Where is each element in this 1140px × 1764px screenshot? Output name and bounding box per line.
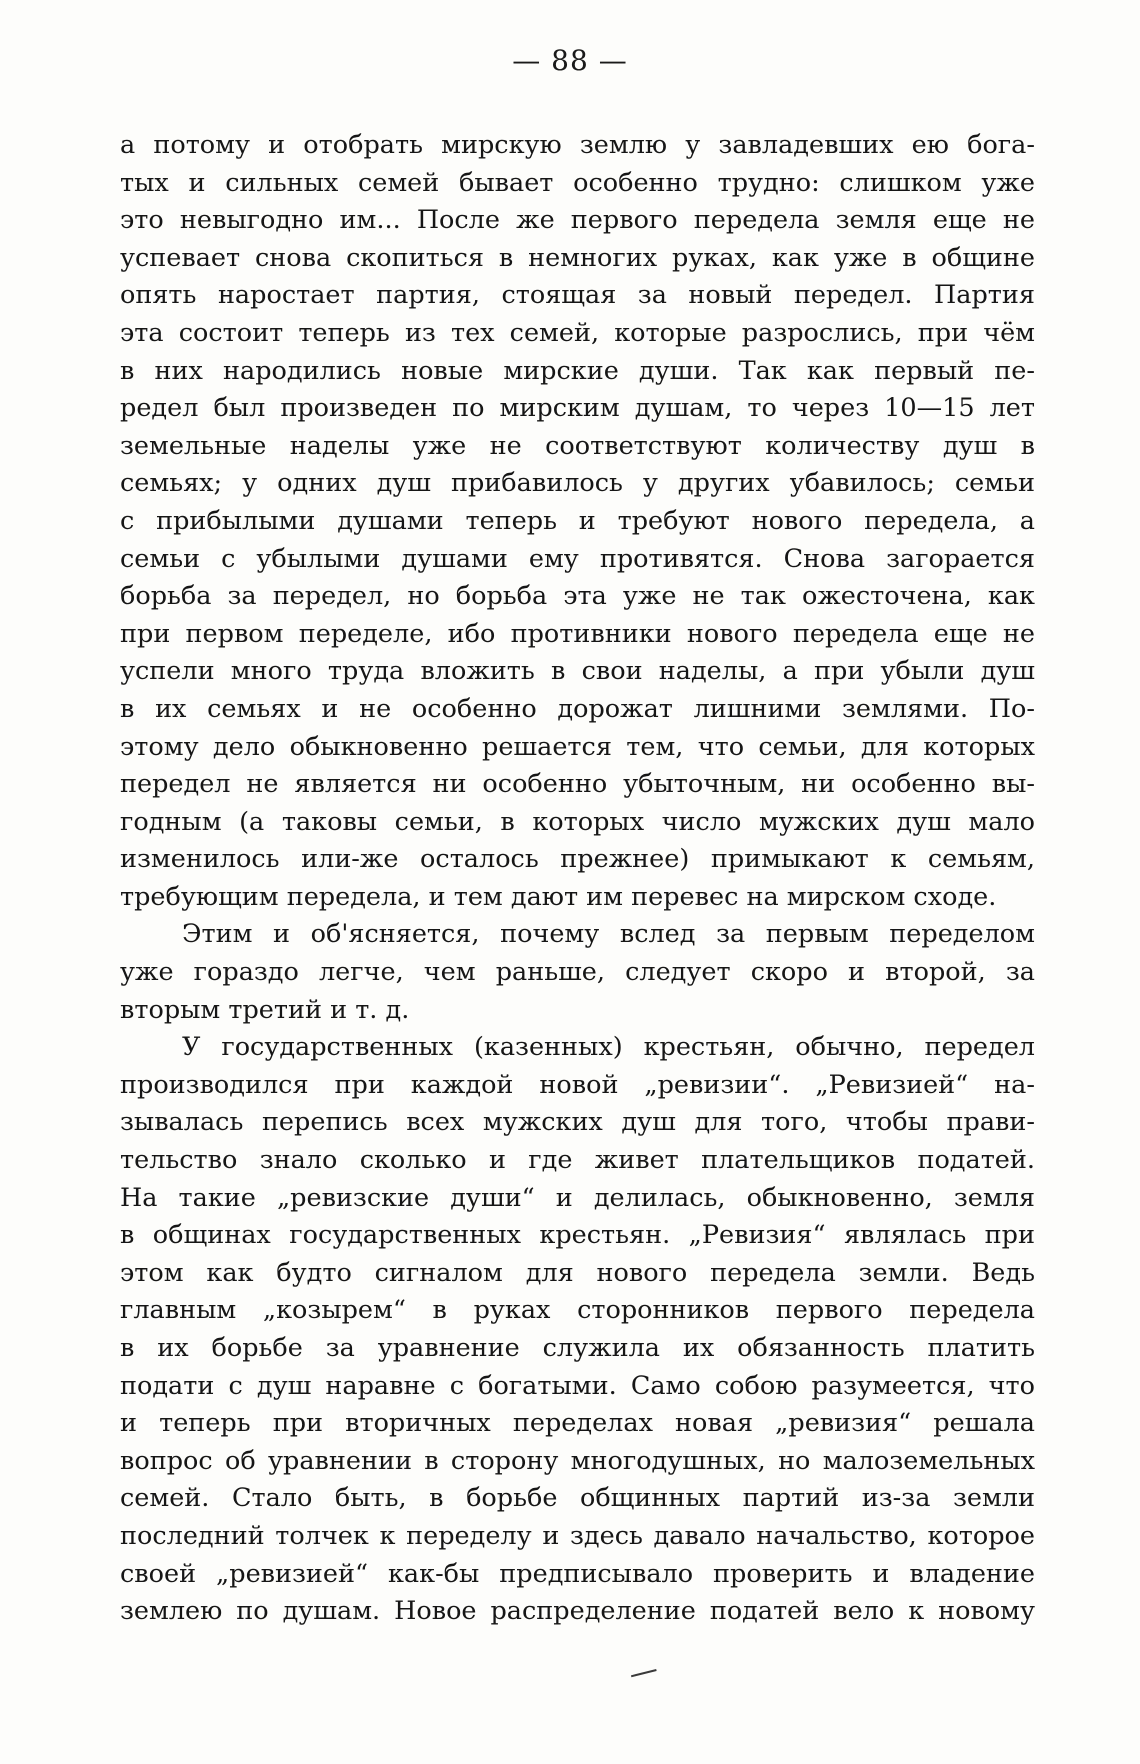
text-line: У государственных (казенных) крестьян, обычно, передел xyxy=(182,1032,1035,1063)
paragraph-1 xyxy=(120,127,1035,916)
page-number: — 88 — xyxy=(512,44,628,77)
print-mark xyxy=(631,1669,659,1687)
text-line: тельство знало сколько и где живет плательщиков податей. xyxy=(120,1145,1035,1176)
text-line: при первом переделе, ибо противники нового передела еще не xyxy=(120,618,1035,649)
text-line: изменилось или-же осталось прежнее) примыкают к семьям, xyxy=(120,844,1035,875)
text-line: с прибылыми душами теперь и требуют нового передела, а xyxy=(120,505,1035,536)
text-line: в общинах государственных крестьян. „Ревизия“ являлась при xyxy=(120,1220,1035,1251)
text-line: борьба за передел, но борьба эта уже не так ожесточена, как xyxy=(120,581,1035,612)
text-line: семьи с убылыми душами ему противятся. Снова загорается xyxy=(120,543,1035,574)
text-line: этом как будто сигналом для нового передела земли. Ведь xyxy=(120,1257,1035,1288)
text-line: в них народились новые мирские души. Так как первый пе- xyxy=(120,355,1035,386)
text-line: производился при каждой новой „ревизии“. „Ревизией“ на- xyxy=(120,1069,1035,1100)
text-line: передел не является ни особенно убыточным, ни особенно вы- xyxy=(120,769,1035,800)
paragraph-3 xyxy=(120,1029,1035,1631)
text-line: вопрос об уравнении в сторону многодушных, но малоземельных xyxy=(120,1445,1035,1476)
text-line: тых и сильных семей бывает особенно трудно: слишком уже xyxy=(120,167,1035,198)
text-line: уже гораздо легче, чем раньше, следует скоро и второй, за xyxy=(120,957,1035,988)
text-line: На такие „ревизские души“ и делилась, обыкновенно, земля xyxy=(120,1182,1035,1213)
text-line: подати с душ наравне с богатыми. Само собою разумеется, что xyxy=(120,1370,1035,1401)
text-line: опять наростает партия, стоящая за новый передел. Партия xyxy=(120,280,1035,311)
text-line: а потому и отобрать мирскую землю у завладевших ею бога- xyxy=(120,130,1035,160)
body-text xyxy=(120,127,1035,1631)
text-line: требующим передела, и тем дают им перевес на мирском сходе. xyxy=(120,881,997,912)
text-line: землею по душам. Новое распределение податей вело к новому xyxy=(120,1596,1035,1627)
text-line: этому дело обыкновенно решается тем, что семьи, для которых xyxy=(120,731,1035,762)
text-line: эта состоит теперь из тех семей, которые разрослись, при чём xyxy=(120,317,1035,348)
text-line: успели много труда вложить в свои наделы, а при убыли душ xyxy=(120,656,1035,687)
text-line: годным (а таковы семьи, в которых число мужских душ мало xyxy=(120,806,1035,837)
text-line: последний толчек к переделу и здесь давало начальство, которое xyxy=(120,1520,1035,1551)
text-line: редел был произведен по мирским душам, то через 10—15 лет xyxy=(120,393,1035,424)
text-line: своей „ревизией“ как-бы предписывало проверить и владение xyxy=(120,1558,1035,1589)
text-line: и теперь при вторичных переделах новая „ревизия“ решала xyxy=(120,1408,1035,1439)
text-line: вторым третий и т. д. xyxy=(120,994,410,1025)
text-line: успевает снова скопиться в немногих руках, как уже в общине xyxy=(120,242,1035,273)
text-line: семей. Стало быть, в борьбе общинных партий из-за земли xyxy=(120,1483,1035,1514)
paragraph-2 xyxy=(120,916,1035,1029)
text-line: семьях; у одних душ прибавилось у других убавилось; семьи xyxy=(120,468,1035,499)
text-line: зывалась перепись всех мужских душ для того, чтобы прави- xyxy=(120,1107,1035,1138)
text-line: это невыгодно им... После же первого передела земля еще не xyxy=(120,205,1035,236)
text-line: Этим и об'ясняется, почему вслед за первым переделом xyxy=(182,919,1035,950)
text-line: главным „козырем“ в руках сторонников первого передела xyxy=(120,1295,1035,1326)
text-line: в их семьях и не особенно дорожат лишними землями. По- xyxy=(120,693,1035,724)
text-line: в их борьбе за уравнение служила их обязанность платить xyxy=(120,1333,1035,1363)
text-line: земельные наделы уже не соответствуют количеству душ в xyxy=(120,430,1035,461)
